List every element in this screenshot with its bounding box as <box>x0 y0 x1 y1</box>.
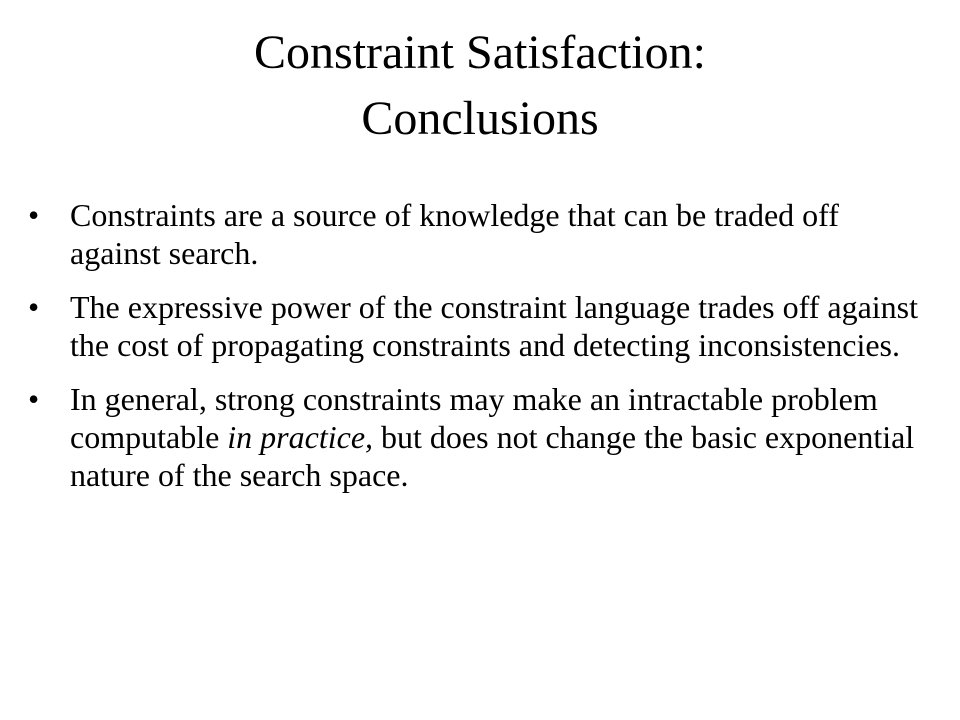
slide-title <box>0 20 960 152</box>
bullet-text-3 <box>70 380 924 494</box>
bullet-text-3-part-2: but does not change the basic exponential nature of the search space. <box>70 419 915 493</box>
bullet-item-1 <box>24 196 924 272</box>
bullet-text-3-italic: in practice, <box>227 419 374 455</box>
slide-title-line-1: Constraint Satisfaction: <box>254 26 706 79</box>
bullet-text-3-part-1: In general, strong constraints may make an intractable problem computable <box>70 381 878 455</box>
bullet-icon: • <box>28 289 40 325</box>
bullet-item-2 <box>24 288 924 364</box>
slide-title-line-2: Conclusions <box>361 92 599 145</box>
bullet-text-2: The expressive power of the constraint language trades off against the cost of propagating constraints and detecting inconsistencies. <box>70 289 918 363</box>
bullet-list <box>24 196 924 510</box>
bullet-icon: • <box>28 197 40 233</box>
bullet-icon: • <box>28 381 40 417</box>
bullet-item-3 <box>24 380 924 494</box>
bullet-text-1: Constraints are a source of knowledge that can be traded off against search. <box>70 197 839 271</box>
